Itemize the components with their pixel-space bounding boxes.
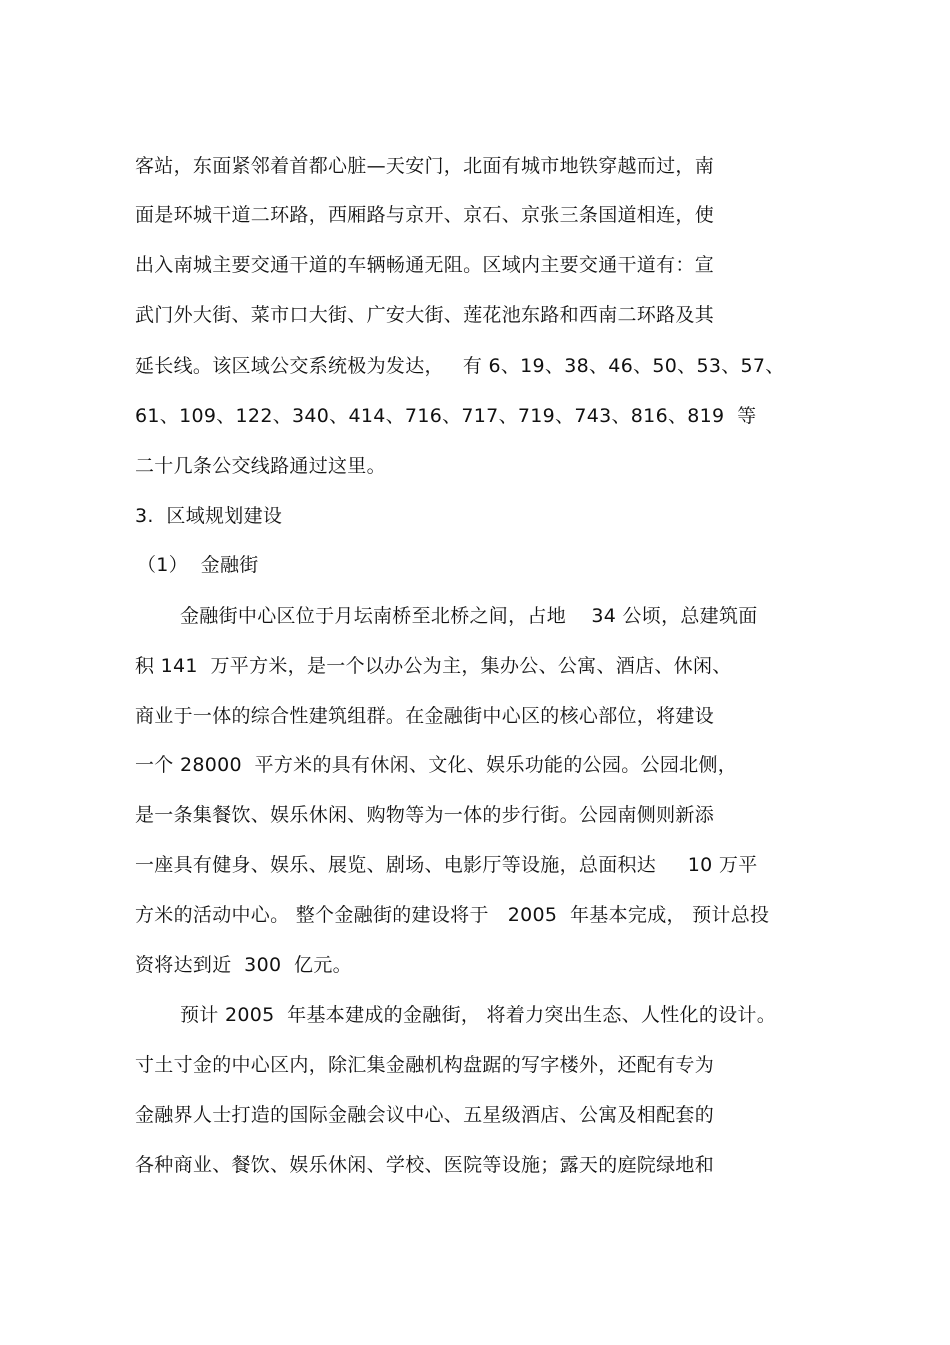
paragraph-1-line-3: 商业于一体的综合性建筑组群。在金融街中心区的核心部位，将建设 <box>135 705 715 727</box>
text-line-3: 出入南城主要交通干道的车辆畅通无阻。区域内主要交通干道有：宣 <box>135 254 715 276</box>
paragraph-1-line-4: 一个 28000 平方米的具有休闲、文化、娱乐功能的公园。公园北侧， <box>135 754 738 776</box>
paragraph-1-line-8: 资将达到近 300 亿元。 <box>135 954 352 976</box>
text-line-7: 二十几条公交线路通过这里。 <box>135 455 386 477</box>
text-line-6: 61、109、122、340、414、716、717、719、743、816、819 等 <box>135 405 757 427</box>
paragraph-1-line-1: 金融街中心区位于月坛南桥至北桥之间，占地 34 公顷，总建筑面 <box>180 605 758 627</box>
paragraph-2-line-3: 金融界人士打造的国际金融会议中心、五星级酒店、公寓及相配套的 <box>135 1104 715 1126</box>
text-line-2: 面是环城干道二环路，西厢路与京开、京石、京张三条国道相连，使 <box>135 204 715 226</box>
paragraph-2-line-1: 预计 2005 年基本建成的金融街， 将着力突出生态、人性化的设计。 <box>180 1004 777 1026</box>
text-line-1: 客站，东面紧邻着首都心脏—天安门，北面有城市地铁穿越而过，南 <box>135 155 715 177</box>
paragraph-1-line-6: 一座具有健身、娱乐、展览、剧场、电影厅等设施，总面积达 10 万平 <box>135 854 758 876</box>
paragraph-2-line-2: 寸土寸金的中心区内，除汇集金融机构盘踞的写字楼外，还配有专为 <box>135 1054 715 1076</box>
text-line-5: 延长线。该区域公交系统极为发达， 有 6、19、38、46、50、53、57、 <box>135 355 785 377</box>
paragraph-1-line-7: 方米的活动中心。 整个金融街的建设将于 2005 年基本完成， 预计总投 <box>135 904 770 926</box>
paragraph-2-line-4: 各种商业、餐饮、娱乐休闲、学校、医院等设施；露天的庭院绿地和 <box>135 1154 715 1176</box>
subsection-heading: （1） 金融街 <box>137 554 259 576</box>
paragraph-1-line-2: 积 141 万平方米，是一个以办公为主，集办公、公寓、酒店、休闲、 <box>135 655 732 677</box>
section-heading: 3. 区域规划建设 <box>135 505 283 527</box>
paragraph-1-line-5: 是一条集餐饮、娱乐休闲、购物等为一体的步行街。公园南侧则新添 <box>135 804 715 826</box>
text-line-4: 武门外大街、菜市口大街、广安大街、莲花池东路和西南二环路及其 <box>135 304 715 326</box>
